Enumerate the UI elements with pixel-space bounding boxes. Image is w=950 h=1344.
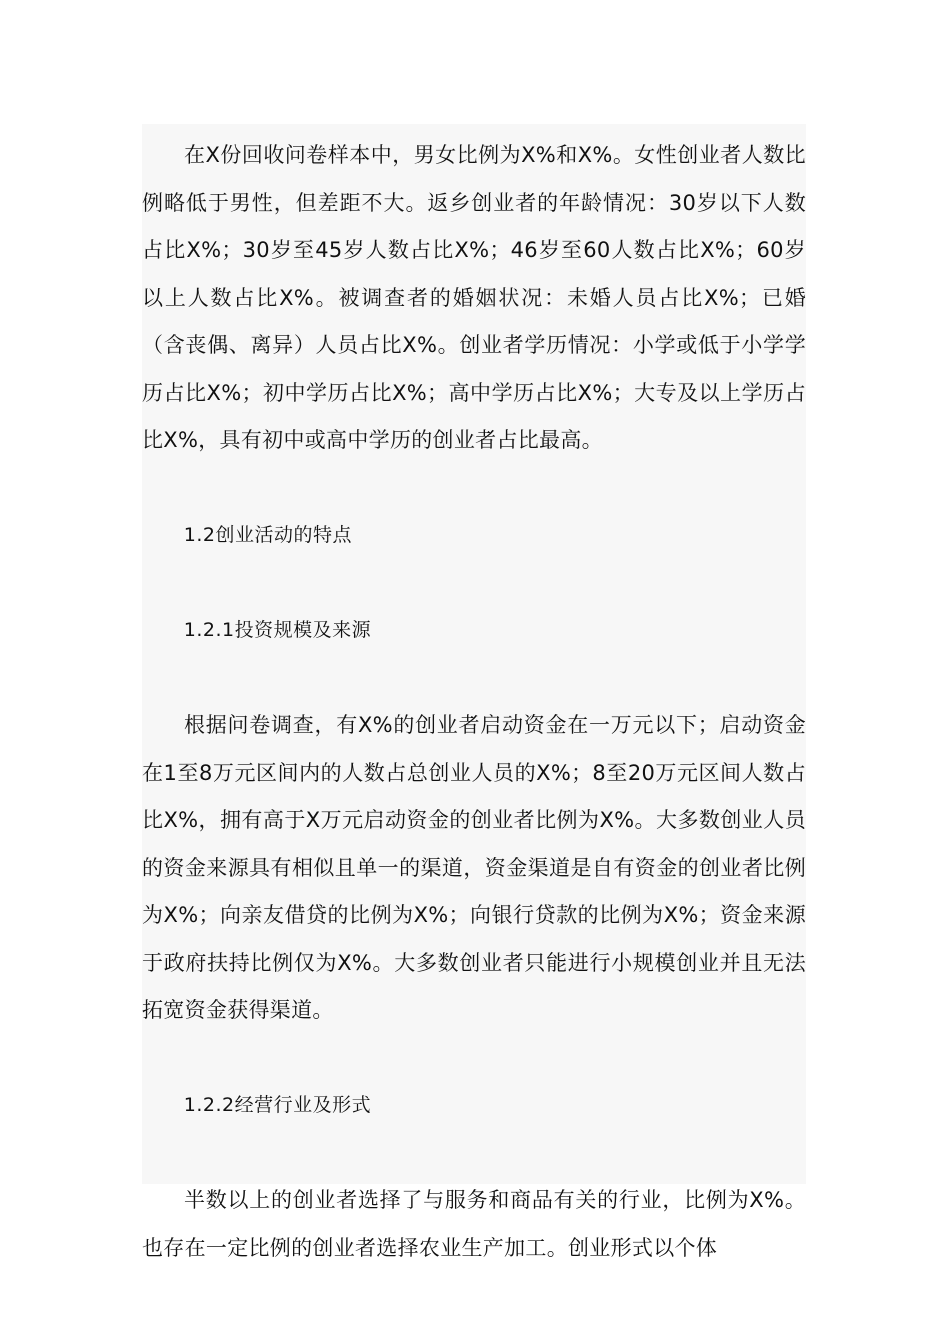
paragraph-investment: 根据问卷调查，有X%的创业者启动资金在一万元以下；启动资金在1至8万元区间内的人数占总创业人员的X%；8至20万元区间人数占比X%，拥有高于X万元启动资金的创业者比例为X%。大多数创业人员的资金来源具有相似且单一的渠道，资金渠道是自有资金的创业者比例为X%；向亲友借贷的比例为X%；向银行贷款的比例为X%；资金来源于政府扶持比例仅为X%。大多数创业者只能进行小规模创业并且无法拓宽资金获得渠道。 [142,713,806,1022]
section-heading-1-2-1: 1.2.1投资规模及来源 [183,619,372,641]
paragraph-gap [142,560,806,608]
paragraph-gap [142,655,806,703]
paragraph-gap [142,1130,806,1178]
paragraph-demographics: 在X份回收问卷样本中，男女比例为X%和X%。女性创业者人数比例略低于男性，但差距不大。返乡创业者的年龄情况：30岁以下人数占比X%；30岁至45岁人数占比X%；46岁至60人数占比X%；60岁以上人数占比X%。被调查者的婚姻状况：未婚人员占比X%；已婚（含丧偶、离异）人员占比X%。创业者学历情况：小学或低于小学学历占比X%；初中学历占比X%；高中学历占比X%；大专及以上学历占比X%，具有初中或高中学历的创业者占比最高。 [142,143,806,452]
paragraph-industry: 半数以上的创业者选择了与服务和商品有关的行业，比例为X%。也存在一定比例的创业者选择农业生产加工。创业形式以个体 [142,1188,806,1260]
section-heading-1-2: 1.2创业活动的特点 [183,524,353,546]
paragraph-gap [142,465,806,513]
paragraph-gap [142,1035,806,1083]
document-text-block [142,124,806,1260]
section-heading-1-2-2: 1.2.2经营行业及形式 [183,1094,372,1116]
